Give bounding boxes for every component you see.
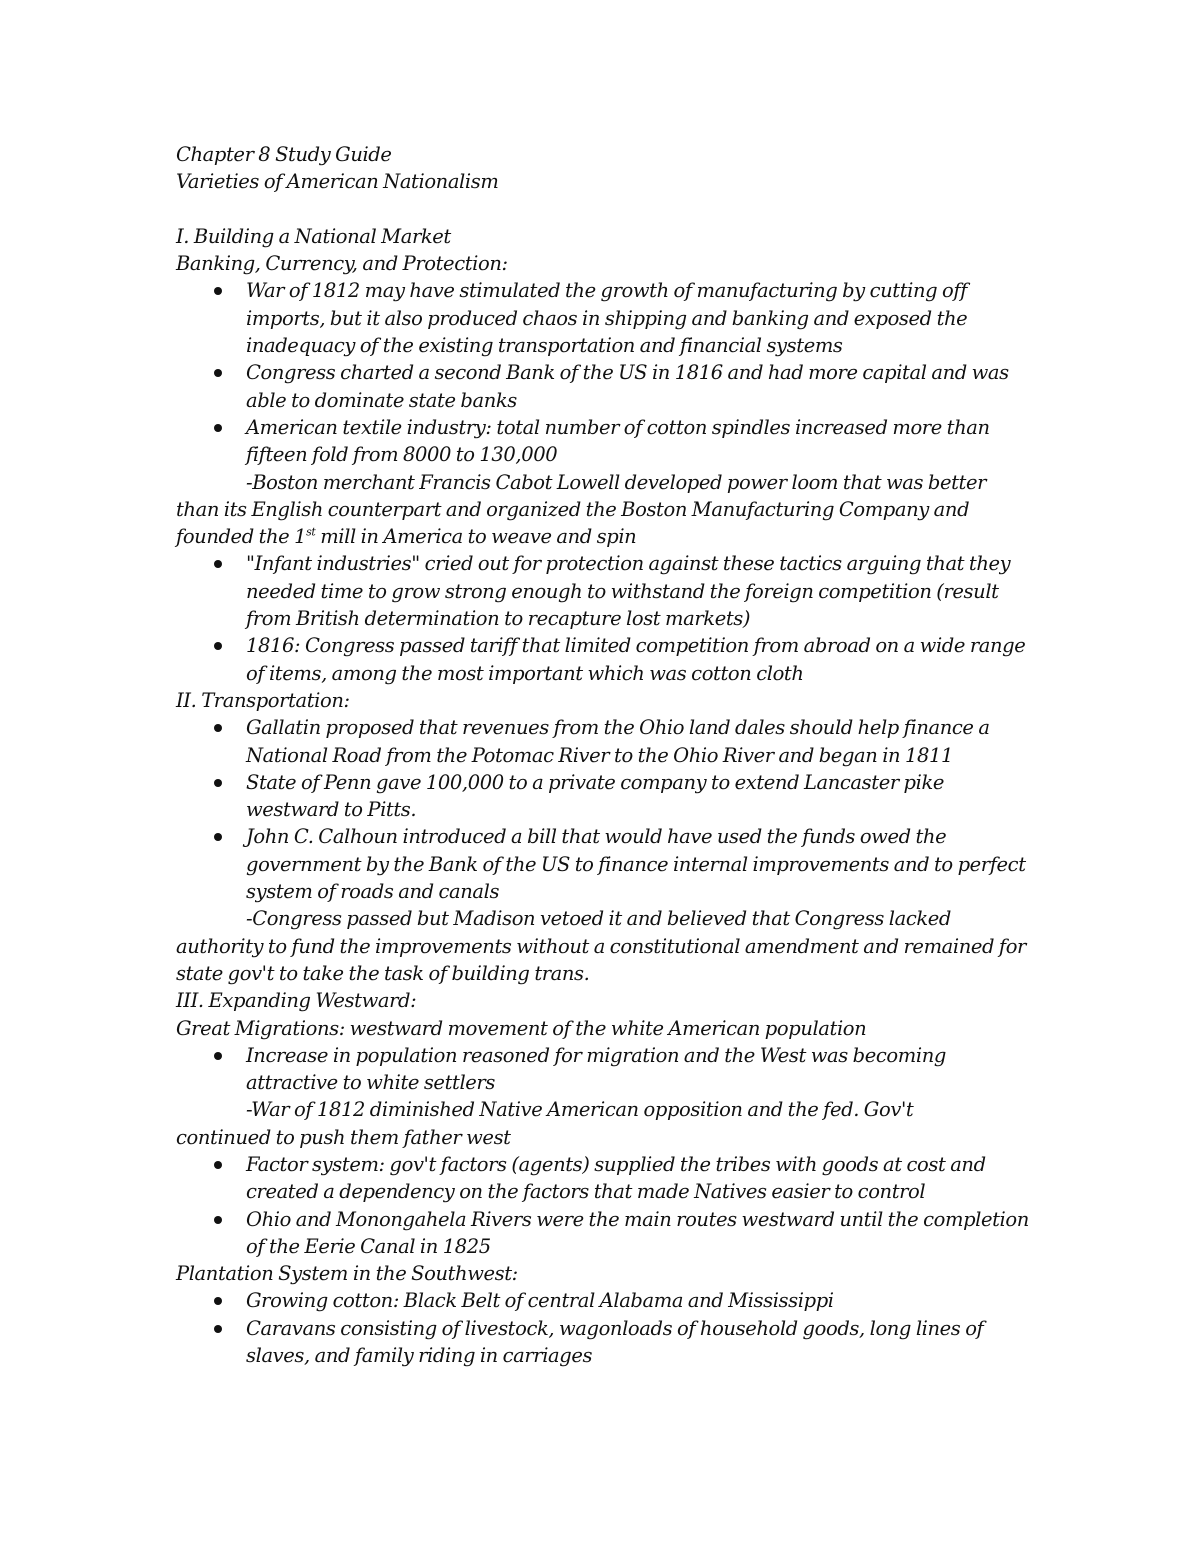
bullet-icon [214, 1216, 222, 1224]
bullet-icon [214, 1297, 222, 1305]
document-page [176, 141, 1036, 1369]
bullet-item: Congress charted a second Bank of the US in 1816 and had more capital and was able to dominate state banks [176, 359, 1036, 414]
bullet-icon [214, 369, 222, 377]
section-3-subheading-2: Plantation System in the Southwest: [176, 1262, 518, 1286]
section-3-bullets-b [176, 1151, 1036, 1260]
section-3-note-rest: continued to push them father west [176, 1125, 511, 1149]
section-1-note-first: -Boston merchant Francis Cabot Lowell developed power loom that was better [246, 470, 987, 494]
bullet-item: Factor system: gov't factors (agents) supplied the tribes with goods at cost and created a dependency on the factors that made Natives easier to control [176, 1151, 1036, 1206]
section-2-note-first: -Congress passed but Madison vetoed it and believed that Congress lacked [246, 907, 952, 931]
bullet-item: Gallatin proposed that revenues from the Ohio land dales should help finance a National Road from the Potomac River to the Ohio River and began in 1811 [176, 714, 1036, 769]
bullet-icon [214, 833, 222, 841]
section-1-subheading: Banking, Currency, and Protection: [176, 252, 508, 276]
section-3-bullets-c [176, 1287, 1036, 1369]
section-2-note-rest: authority to fund the improvements without a constitutional amendment and remained for state gov't to take the task of building trans. [176, 934, 1026, 985]
bullet-icon [214, 642, 222, 650]
spacer [176, 196, 1036, 223]
bullet-icon [214, 424, 222, 432]
bullet-icon [214, 1161, 222, 1169]
bullet-item: Increase in population reasoned for migration and the West was becoming attractive to white settlers [176, 1042, 1036, 1097]
bullet-icon [214, 560, 222, 568]
section-1-bullets-b [176, 550, 1036, 686]
bullet-icon [214, 779, 222, 787]
doc-title: Chapter 8 Study Guide [176, 143, 392, 166]
section-1-note-rest: than its English counterpart and organized the Boston Manufacturing Company and founded the 1st mill in America to weave and spin [176, 497, 970, 549]
bullet-item: John C. Calhoun introduced a bill that would have used the funds owed the government by the Bank of the US to finance internal improvements and to perfect system of roads and canals [176, 823, 1036, 905]
bullet-item: American textile industry: total number of cotton spindles increased more than fifteen fold from 8000 to 130,000 [176, 414, 1036, 469]
section-3-heading: III. Expanding Westward: [176, 989, 417, 1013]
bullet-item: State of Penn gave 100,000 to a private company to extend Lancaster pike westward to Pitts. [176, 769, 1036, 824]
section-2-bullets [176, 714, 1036, 905]
section-3-note-first: -War of 1812 diminished Native American opposition and the fed. Gov't [246, 1098, 914, 1122]
bullet-icon [214, 724, 222, 732]
bullet-item: War of 1812 may have stimulated the growth of manufacturing by cutting off imports, but it also produced chaos in shipping and banking and exposed the inadequacy of the existing transportation and financial systems [176, 277, 1036, 359]
bullet-item: Caravans consisting of livestock, wagonloads of household goods, long lines of slaves, and family riding in carriages [176, 1315, 1036, 1370]
bullet-icon [214, 287, 222, 295]
bullet-item: Growing cotton: Black Belt of central Alabama and Mississippi [176, 1287, 1036, 1314]
section-1-heading: I. Building a National Market [176, 224, 451, 248]
bullet-item: Ohio and Monongahela Rivers were the main routes westward until the completion of the Eerie Canal in 1825 [176, 1206, 1036, 1261]
section-3-subheading: Great Migrations: westward movement of the white American population [176, 1016, 867, 1040]
section-2-heading: II. Transportation: [176, 688, 350, 712]
section-1-bullets-a [176, 277, 1036, 468]
bullet-item: "Infant industries" cried out for protection against these tactics arguing that they needed time to grow strong enough to withstand the foreign competition (result from British determination to recapture lost markets) [176, 550, 1036, 632]
bullet-icon [214, 1325, 222, 1333]
doc-subtitle: Varieties of American Nationalism [176, 170, 499, 194]
section-3-bullets-a [176, 1042, 1036, 1097]
bullet-item: 1816: Congress passed tariff that limited competition from abroad on a wide range of items, among the most important which was cotton cloth [176, 632, 1036, 687]
bullet-icon [214, 1052, 222, 1060]
